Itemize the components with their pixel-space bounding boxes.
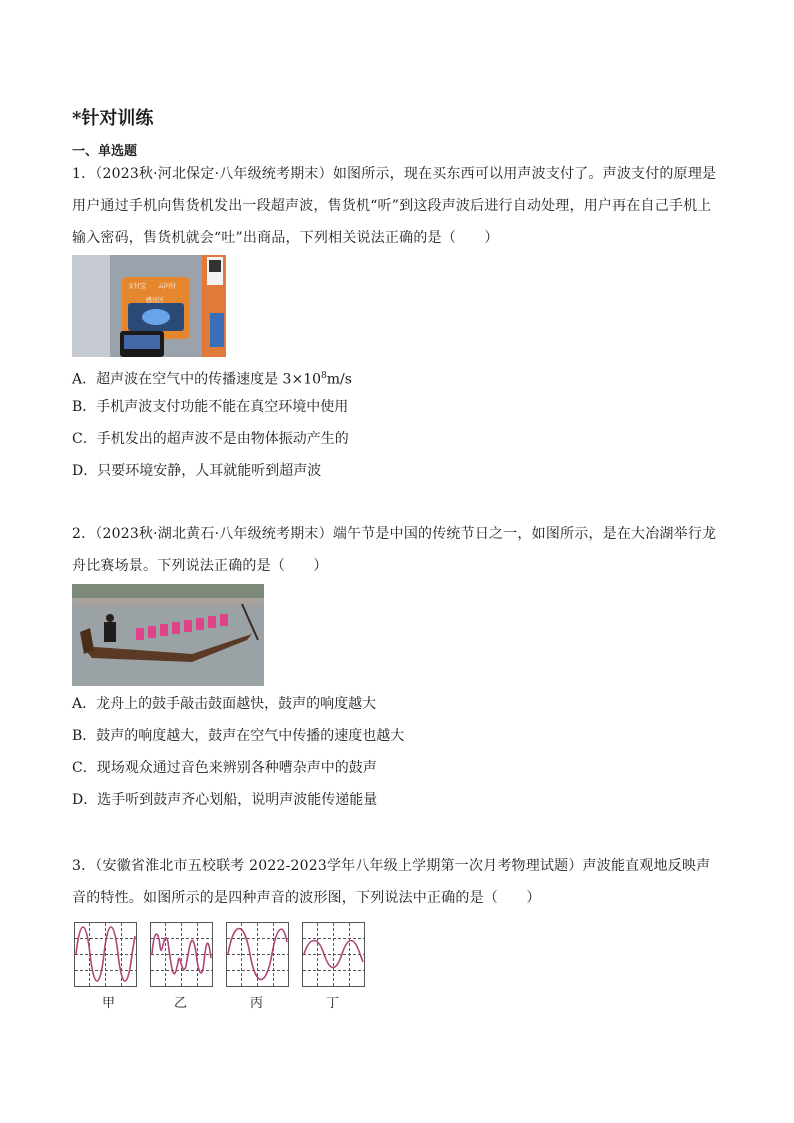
- question-2-option-a: A．龙舟上的鼓手敲击鼓面越快，鼓声的响度越大: [72, 696, 377, 712]
- question-2-stem: 2．（2023秋·湖北黄石·八年级统考期末）端午节是中国的传统节日之一，如图所示，是在大冶湖举行龙舟比赛场景。下列说法正确的是（ ）: [72, 526, 717, 574]
- section-heading: 一、单选题: [72, 144, 138, 159]
- payment-photo: [72, 255, 226, 357]
- waveform-figure: [74, 920, 366, 1010]
- page-title: *针对训练: [72, 108, 154, 129]
- wave-label-jia: 甲: [102, 996, 116, 1010]
- payment-logo-left: 支付宝: [128, 283, 147, 290]
- wave-label-bing: 丙: [250, 996, 264, 1010]
- wave-label-yi: 乙: [174, 996, 188, 1010]
- question-1-option-d: D．只要环境安静，人耳就能听到超声波: [72, 463, 322, 479]
- dragon-boat-photo: [72, 584, 264, 686]
- question-2-option-b: B．鼓声的响度越大，鼓声在空气中传播的速度也越大: [72, 728, 405, 744]
- option-a-text: A．超声波在空气中的传播速度是 3×10: [72, 371, 322, 388]
- question-1-option-a: [72, 366, 352, 390]
- payment-logo-right: 云闪付: [158, 283, 177, 290]
- question-3-stem: 3．（安徽省淮北市五校联考 2022-2023学年八年级上学期第一次月考物理试题）声波能直观地反映声音的特性。如图所示的是四种声音的波形图，下列说法中正确的是（ ）: [72, 858, 711, 906]
- waveform-jia: [75, 923, 137, 987]
- question-1-stem: 1．（2023秋·河北保定·八年级统考期末）如图所示，现在买东西可以用声波支付了。声波支付的原理是用户通过手机向售货机发出一段超声波，售货机“听”到这段声波后进行自动处理，用户再在自己手机上输入密码，售货机就会“吐”出商品，下列相关说法正确的是（ ）: [72, 166, 717, 246]
- question-1-option-b: B．手机声波支付功能不能在真空环境中使用: [72, 399, 349, 415]
- question-1-option-c: C．手机发出的超声波不是由物体振动产生的: [72, 431, 349, 447]
- question-2-option-c: C．现场观众通过音色来辨别各种嘈杂声中的鼓声: [72, 760, 377, 776]
- wave-label-ding: 丁: [326, 996, 340, 1010]
- option-a-unit: m/s: [326, 371, 352, 388]
- option-a-exponent: 8: [321, 371, 327, 381]
- waveform-bing: [227, 923, 289, 987]
- waveform-yi: [151, 923, 213, 987]
- waveform-ding: [303, 923, 365, 987]
- payment-area-label: 感应区: [146, 297, 165, 304]
- question-2-option-d: D．选手听到鼓声齐心划船，说明声波能传递能量: [72, 792, 378, 808]
